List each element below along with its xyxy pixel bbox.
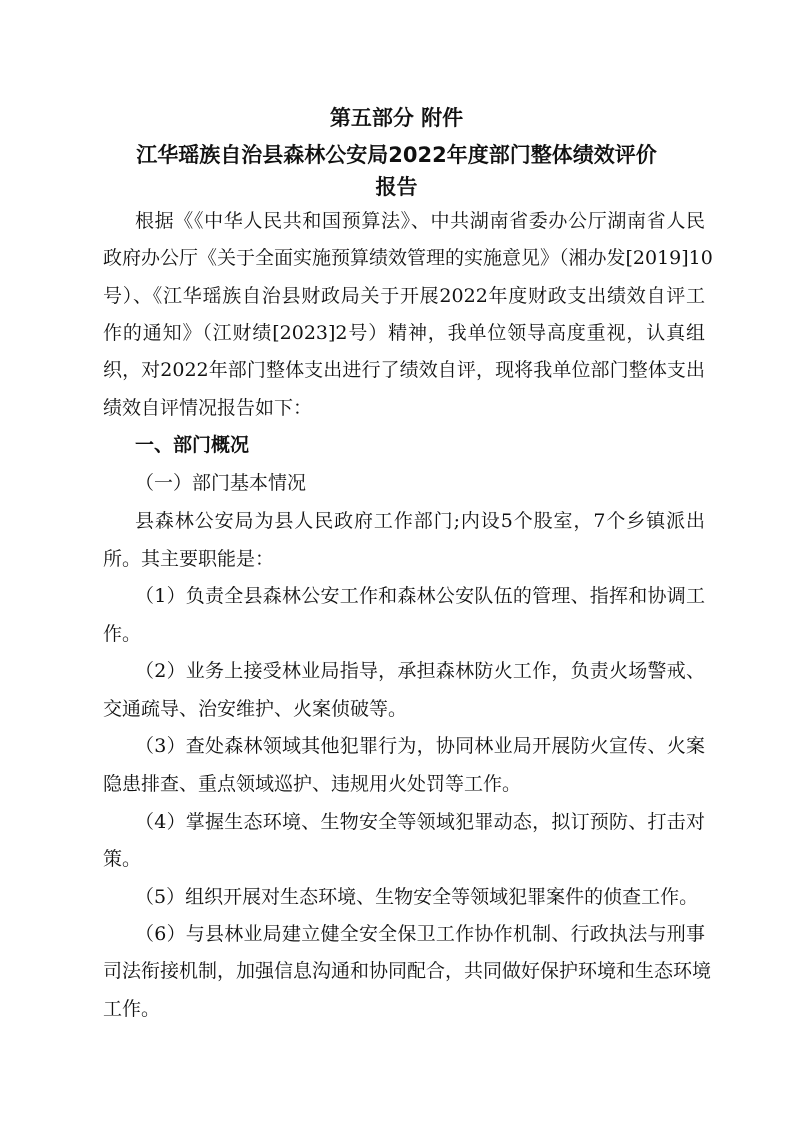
section-title: 第五部分 附件 xyxy=(329,106,464,130)
list-item-line: （2）业务上接受林业局指导，承担森林防火工作，负责火场警戒、 xyxy=(135,660,705,682)
subsection-heading: （一）部门基本情况 xyxy=(135,472,307,494)
paragraph-line: 所。其主要职能是： xyxy=(103,548,275,570)
paragraph-line: 作的通知》（江财绩[2023]2号）精神，我单位领导高度重视，认真组 xyxy=(103,322,705,344)
report-title-cont: 报告 xyxy=(375,175,418,199)
list-item-line: （1）负责全县森林公安工作和森林公安队伍的管理、指挥和协调工 xyxy=(135,585,705,607)
list-item-line: （6）与县林业局建立健全安全保卫工作协作机制、行政执法与刑事 xyxy=(135,923,705,945)
paragraph-line: 县森林公安局为县人民政府工作部门;内设5个股室，7个乡镇派出 xyxy=(135,510,705,532)
paragraph-line: 根据《《中华人民共和国预算法》、中共湖南省委办公厅湖南省人民 xyxy=(135,210,705,232)
list-item-line: 交通疏导、治安维护、火案侦破等。 xyxy=(103,698,408,720)
list-item-line: （3）查处森林领域其他犯罪行为，协同林业局开展防火宣传、火案 xyxy=(135,735,705,757)
paragraph-line: 织，对2022年部门整体支出进行了绩效自评，现将我单位部门整体支出 xyxy=(103,359,705,381)
paragraph-line: 号）、《江华瑶族自治县财政局关于开展2022年度财政支出绩效自评工 xyxy=(103,285,705,307)
section-heading: 一、部门概况 xyxy=(135,434,250,456)
report-title: 江华瑶族自治县森林公安局2022年度部门整体绩效评价 xyxy=(136,143,657,167)
paragraph-line: 绩效自评情况报告如下： xyxy=(103,397,313,419)
list-item-line: 隐患排查、重点领域巡护、违规用火处罚等工作。 xyxy=(103,773,522,795)
list-item-line: 作。 xyxy=(103,623,142,645)
list-item-line: （4）掌握生态环境、生物安全等领域犯罪动态，拟订预防、打击对 xyxy=(135,811,705,833)
list-item-line: 策。 xyxy=(103,848,142,870)
list-item-line: 工作。 xyxy=(103,998,161,1020)
list-item-line: （5）组织开展对生态环境、生物安全等领域犯罪案件的侦查工作。 xyxy=(135,886,699,908)
list-item-line: 司法衔接机制，加强信息沟通和协同配合，共同做好保护环境和生态环境 xyxy=(103,960,712,982)
paragraph-line: 政府办公厅《关于全面实施预算绩效管理的实施意见》（湘办发[2019]10 xyxy=(103,247,713,269)
